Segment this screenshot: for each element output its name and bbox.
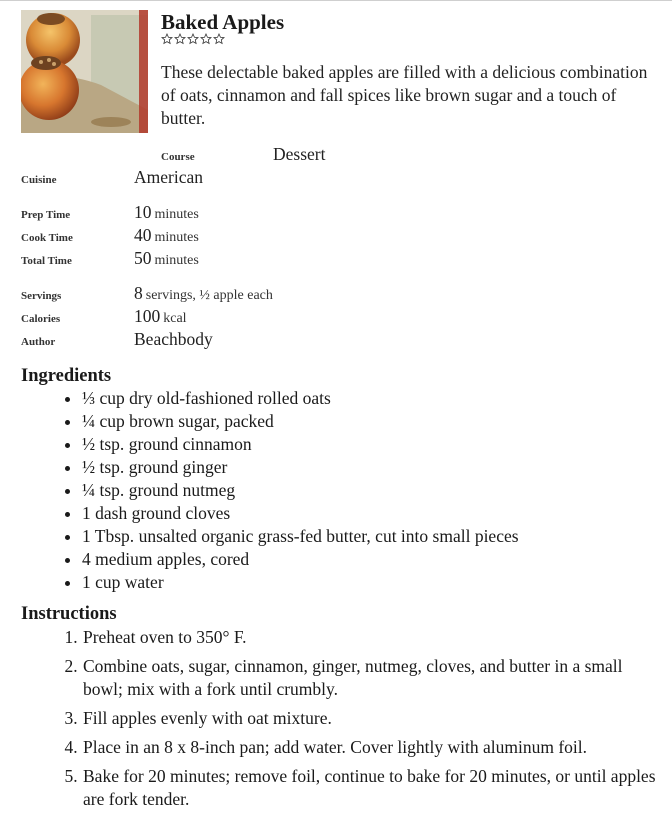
cuisine-label: Cuisine bbox=[21, 174, 57, 186]
author-value: Beachbody bbox=[134, 329, 213, 349]
total-time-label: Total Time bbox=[21, 255, 72, 267]
cuisine-value: American bbox=[134, 167, 203, 187]
star-icon[interactable] bbox=[213, 33, 225, 45]
list-item: • ¼ tsp. ground nutmeg bbox=[82, 479, 672, 502]
star-icon[interactable] bbox=[200, 33, 212, 45]
list-item: • ½ tsp. ground ginger bbox=[82, 456, 672, 479]
recipe-summary: These delectable baked apples are filled with a delicious combination of oats, cinnamon and fall spices like brown sugar and a touch of butter. bbox=[161, 62, 648, 128]
prep-time-unit: minutes bbox=[154, 207, 199, 222]
calories-value: 100 bbox=[134, 306, 161, 326]
star-icon[interactable] bbox=[174, 33, 186, 45]
instruction-step: 4. Place in an 8 x 8-inch pan; add water. Cover lightly with aluminum foil. bbox=[82, 736, 662, 759]
course-label: Course bbox=[161, 151, 195, 163]
ingredients-heading: Ingredients bbox=[21, 366, 112, 386]
meta-cook-time bbox=[21, 225, 199, 246]
instruction-step: 3. Fill apples evenly with oat mixture. bbox=[82, 707, 662, 730]
star-rating[interactable] bbox=[161, 33, 225, 45]
servings-label: Servings bbox=[21, 290, 62, 302]
meta-course bbox=[161, 144, 325, 165]
prep-time-value: 10 bbox=[134, 202, 152, 222]
star-icon[interactable] bbox=[187, 33, 199, 45]
baked-apples-image bbox=[21, 10, 148, 133]
list-item: • 1 dash ground cloves bbox=[82, 502, 672, 525]
recipe-photo bbox=[21, 10, 148, 133]
total-time-value: 50 bbox=[134, 248, 152, 268]
list-item: • 1 Tbsp. unsalted organic grass-fed butter, cut into small pieces bbox=[82, 525, 672, 548]
meta-cuisine bbox=[21, 167, 203, 188]
meta-prep-time bbox=[21, 202, 199, 223]
servings-unit: servings, ½ apple each bbox=[145, 288, 273, 303]
calories-label: Calories bbox=[21, 313, 61, 325]
cook-time-label: Cook Time bbox=[21, 232, 73, 244]
star-icon[interactable] bbox=[161, 33, 173, 45]
prep-time-label: Prep Time bbox=[21, 209, 71, 221]
instruction-step: 5. Bake for 20 minutes; remove foil, continue to bake for 20 minutes, or until apples are fork tender. bbox=[82, 765, 662, 811]
cook-time-unit: minutes bbox=[154, 230, 199, 245]
meta-calories bbox=[21, 306, 187, 327]
calories-unit: kcal bbox=[163, 311, 187, 326]
ingredients-list bbox=[62, 387, 672, 594]
list-item: • ½ tsp. ground cinnamon bbox=[82, 433, 672, 456]
total-time-unit: minutes bbox=[154, 253, 199, 268]
meta-servings bbox=[21, 283, 273, 304]
instruction-step: 2. Combine oats, sugar, cinnamon, ginger, nutmeg, cloves, and butter in a small bowl; mix with a fork until crumbly. bbox=[82, 655, 662, 701]
list-item: • ⅓ cup dry old-fashioned rolled oats bbox=[82, 387, 672, 410]
instruction-step: 1. Preheat oven to 350° F. bbox=[82, 626, 662, 649]
servings-value: 8 bbox=[134, 283, 143, 303]
instructions-list bbox=[44, 626, 662, 817]
list-item: • ¼ cup brown sugar, packed bbox=[82, 410, 672, 433]
meta-total-time bbox=[21, 248, 199, 269]
list-item: • 1 cup water bbox=[82, 571, 672, 594]
instructions-heading: Instructions bbox=[21, 604, 117, 624]
list-item: • 4 medium apples, cored bbox=[82, 548, 672, 571]
meta-author bbox=[21, 329, 213, 350]
course-value: Dessert bbox=[273, 144, 326, 164]
cook-time-value: 40 bbox=[134, 225, 152, 245]
recipe-title: Baked Apples bbox=[161, 10, 285, 34]
author-label: Author bbox=[21, 336, 56, 348]
